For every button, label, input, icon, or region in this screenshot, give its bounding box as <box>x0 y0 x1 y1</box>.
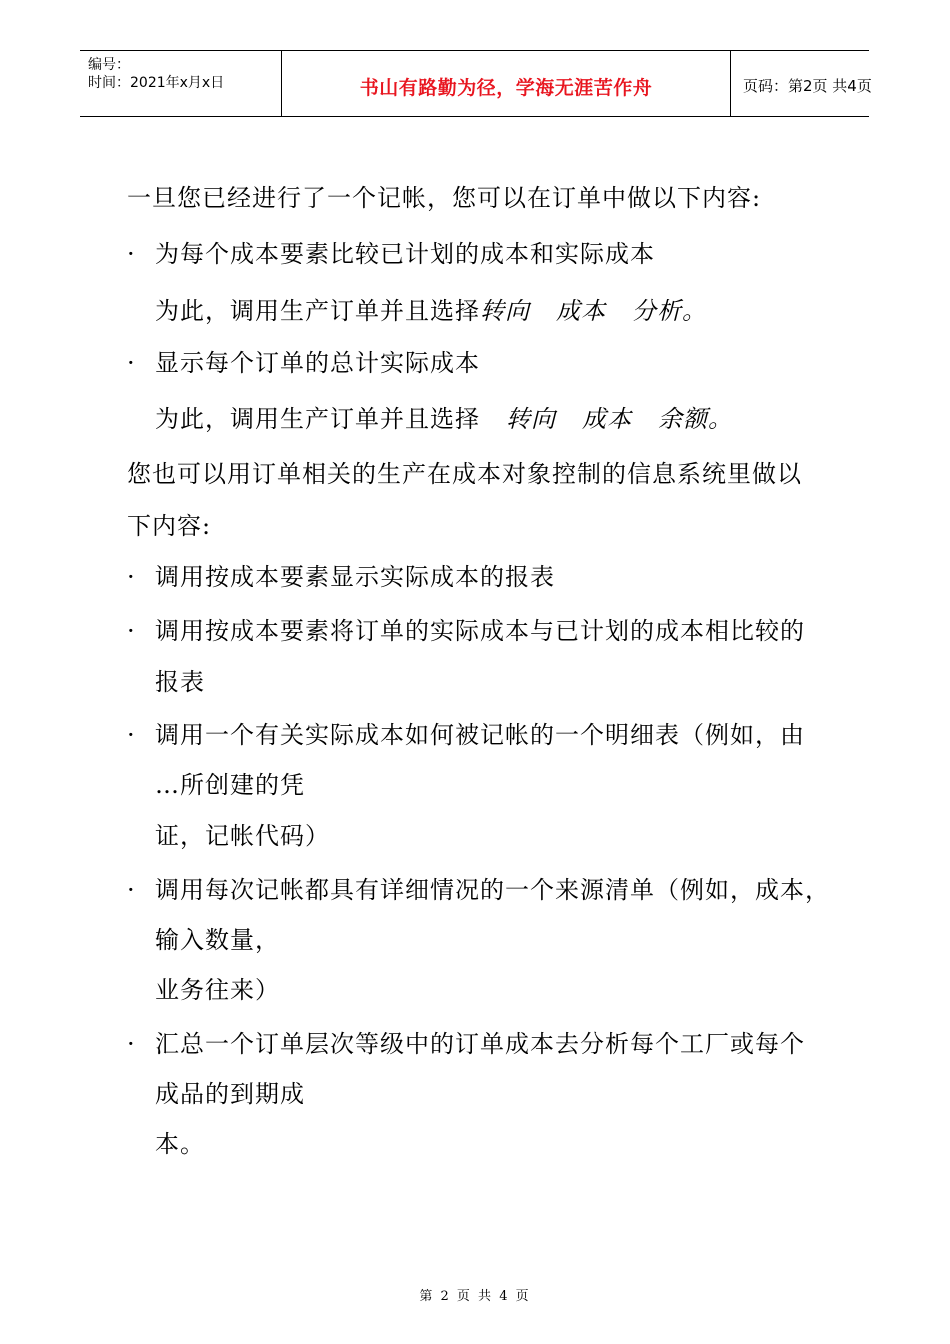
bullet-marker: · <box>127 1030 135 1058</box>
page-footer: 第 2 页 共 4 页 <box>419 1289 531 1304</box>
document-number-label: 编号： <box>88 57 130 73</box>
header-motto: 书山有路勤为径，学海无涯苦作舟 <box>359 77 653 99</box>
menu-path-costs: 成本 <box>556 297 606 325</box>
intro-paragraph: 一旦您已经进行了一个记帐，您可以在订单中做以下内容: <box>127 184 762 212</box>
bullet-item-1-detail <box>155 296 707 326</box>
bullet-item-4-line-1: 调用按成本要素将订单的实际成本与已计划的成本相比较的 <box>155 617 805 645</box>
paragraph-2-line-2: 下内容: <box>127 512 212 540</box>
bullet-item-5-line-1: 调用一个有关实际成本如何被记帐的一个明细表（例如，由 <box>155 721 805 749</box>
bullet-item-5-line-3: 证，记帐代码） <box>155 822 330 850</box>
bullet-marker: · <box>127 876 135 904</box>
bullet-item-7-line-2: 成品的到期成 <box>155 1080 305 1108</box>
bullet-marker: · <box>127 721 135 749</box>
header-page-cell <box>731 51 872 116</box>
bullet-marker: · <box>127 240 135 268</box>
bullet-item-4-line-2: 报表 <box>155 668 205 696</box>
menu-path-costs: 成本 <box>582 405 632 433</box>
bullet-item-6-line-1: 调用每次记帐都具有详细情况的一个来源清单（例如，成本， <box>155 876 830 904</box>
page-header <box>80 50 872 117</box>
menu-path-goto: 转向 <box>506 405 556 433</box>
paragraph-2-line-1: 您也可以用订单相关的生产在成本对象控制的信息系统里做以 <box>127 460 802 488</box>
detail-prefix: 为此，调用生产订单并且选择 <box>155 297 480 325</box>
bullet-item-7-line-1: 汇总一个订单层次等级中的订单成本去分析每个工厂或每个 <box>155 1030 805 1058</box>
bullet-item-7-line-3: 本。 <box>155 1130 205 1158</box>
bullet-item-2-detail <box>155 404 733 434</box>
menu-path-balance: 余额。 <box>658 405 733 433</box>
bullet-marker: · <box>127 563 135 591</box>
header-motto-cell <box>281 51 731 116</box>
bullet-item-1: 为每个成本要素比较已计划的成本和实际成本 <box>155 240 655 268</box>
bullet-item-6-line-3: 业务往来） <box>155 976 280 1004</box>
bullet-marker: · <box>127 617 135 645</box>
bullet-item-2: 显示每个订单的总计实际成本 <box>155 349 480 377</box>
document-date: 时间：2021年x月x日 <box>88 75 225 91</box>
bullet-marker: · <box>127 349 135 377</box>
detail-prefix: 为此，调用生产订单并且选择 <box>155 405 480 433</box>
bullet-item-3: 调用按成本要素显示实际成本的报表 <box>155 563 555 591</box>
bullet-item-5-line-2: …所创建的凭 <box>155 771 305 799</box>
menu-path-goto: 转向 <box>480 297 530 325</box>
header-page-info: 页码：第2页 共4页 <box>743 77 872 95</box>
bullet-item-6-line-2: 输入数量， <box>155 926 280 954</box>
menu-path-analysis: 分析。 <box>632 297 707 325</box>
header-meta <box>80 51 281 116</box>
